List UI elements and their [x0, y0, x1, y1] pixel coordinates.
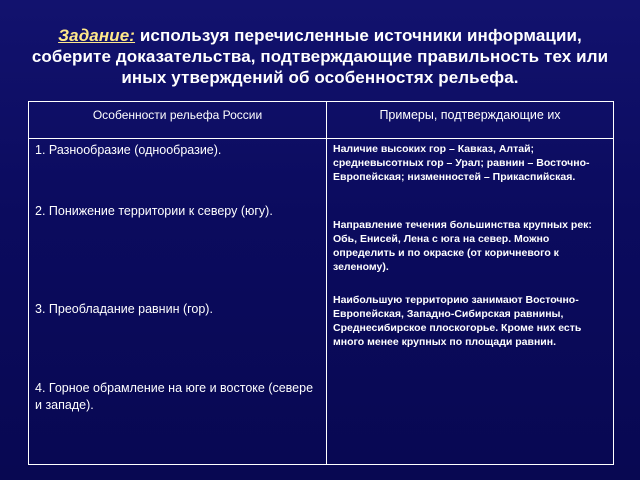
feature-1: 1. Разнообразие (однообразие). [35, 143, 222, 157]
task-label: Задание: [58, 26, 136, 45]
header-divider [29, 138, 613, 139]
task-text: используя перечисленные источники информации, соберите доказательства, подтверждающие правильность тех или иных утверждений об особенностях рельефа. [31, 26, 609, 87]
header-features: Особенности рельефа России [92, 108, 263, 122]
slide-title [20, 25, 620, 88]
feature-4: 4. Горное обрамление на юге и востоке (севере и западе). [35, 381, 314, 412]
header-examples: Примеры, подтверждающие их [379, 108, 561, 122]
example-1: Наличие высоких гор – Кавказ, Алтай; средневысотных гор – Урал; равнин – Восточно-Европейская; низменностей – Прикаспийская. [333, 143, 590, 183]
feature-2: 2. Понижение территории к северу (югу). [35, 204, 273, 218]
column-divider [326, 102, 327, 464]
example-2: Направление течения большинства крупных рек: Обь, Енисей, Лена с юга на север. Можно определить и по окраске (от коричневого к зеленому). [333, 219, 592, 273]
example-3: Наибольшую территорию занимают Восточно-Европейская, Западно-Сибирская равнины, Среднесибирское плоскогорье. Кроме них есть много менее крупных по площади равнин. [333, 294, 582, 348]
feature-3: 3. Преобладание равнин (гор). [35, 302, 213, 316]
relief-table [28, 101, 614, 465]
